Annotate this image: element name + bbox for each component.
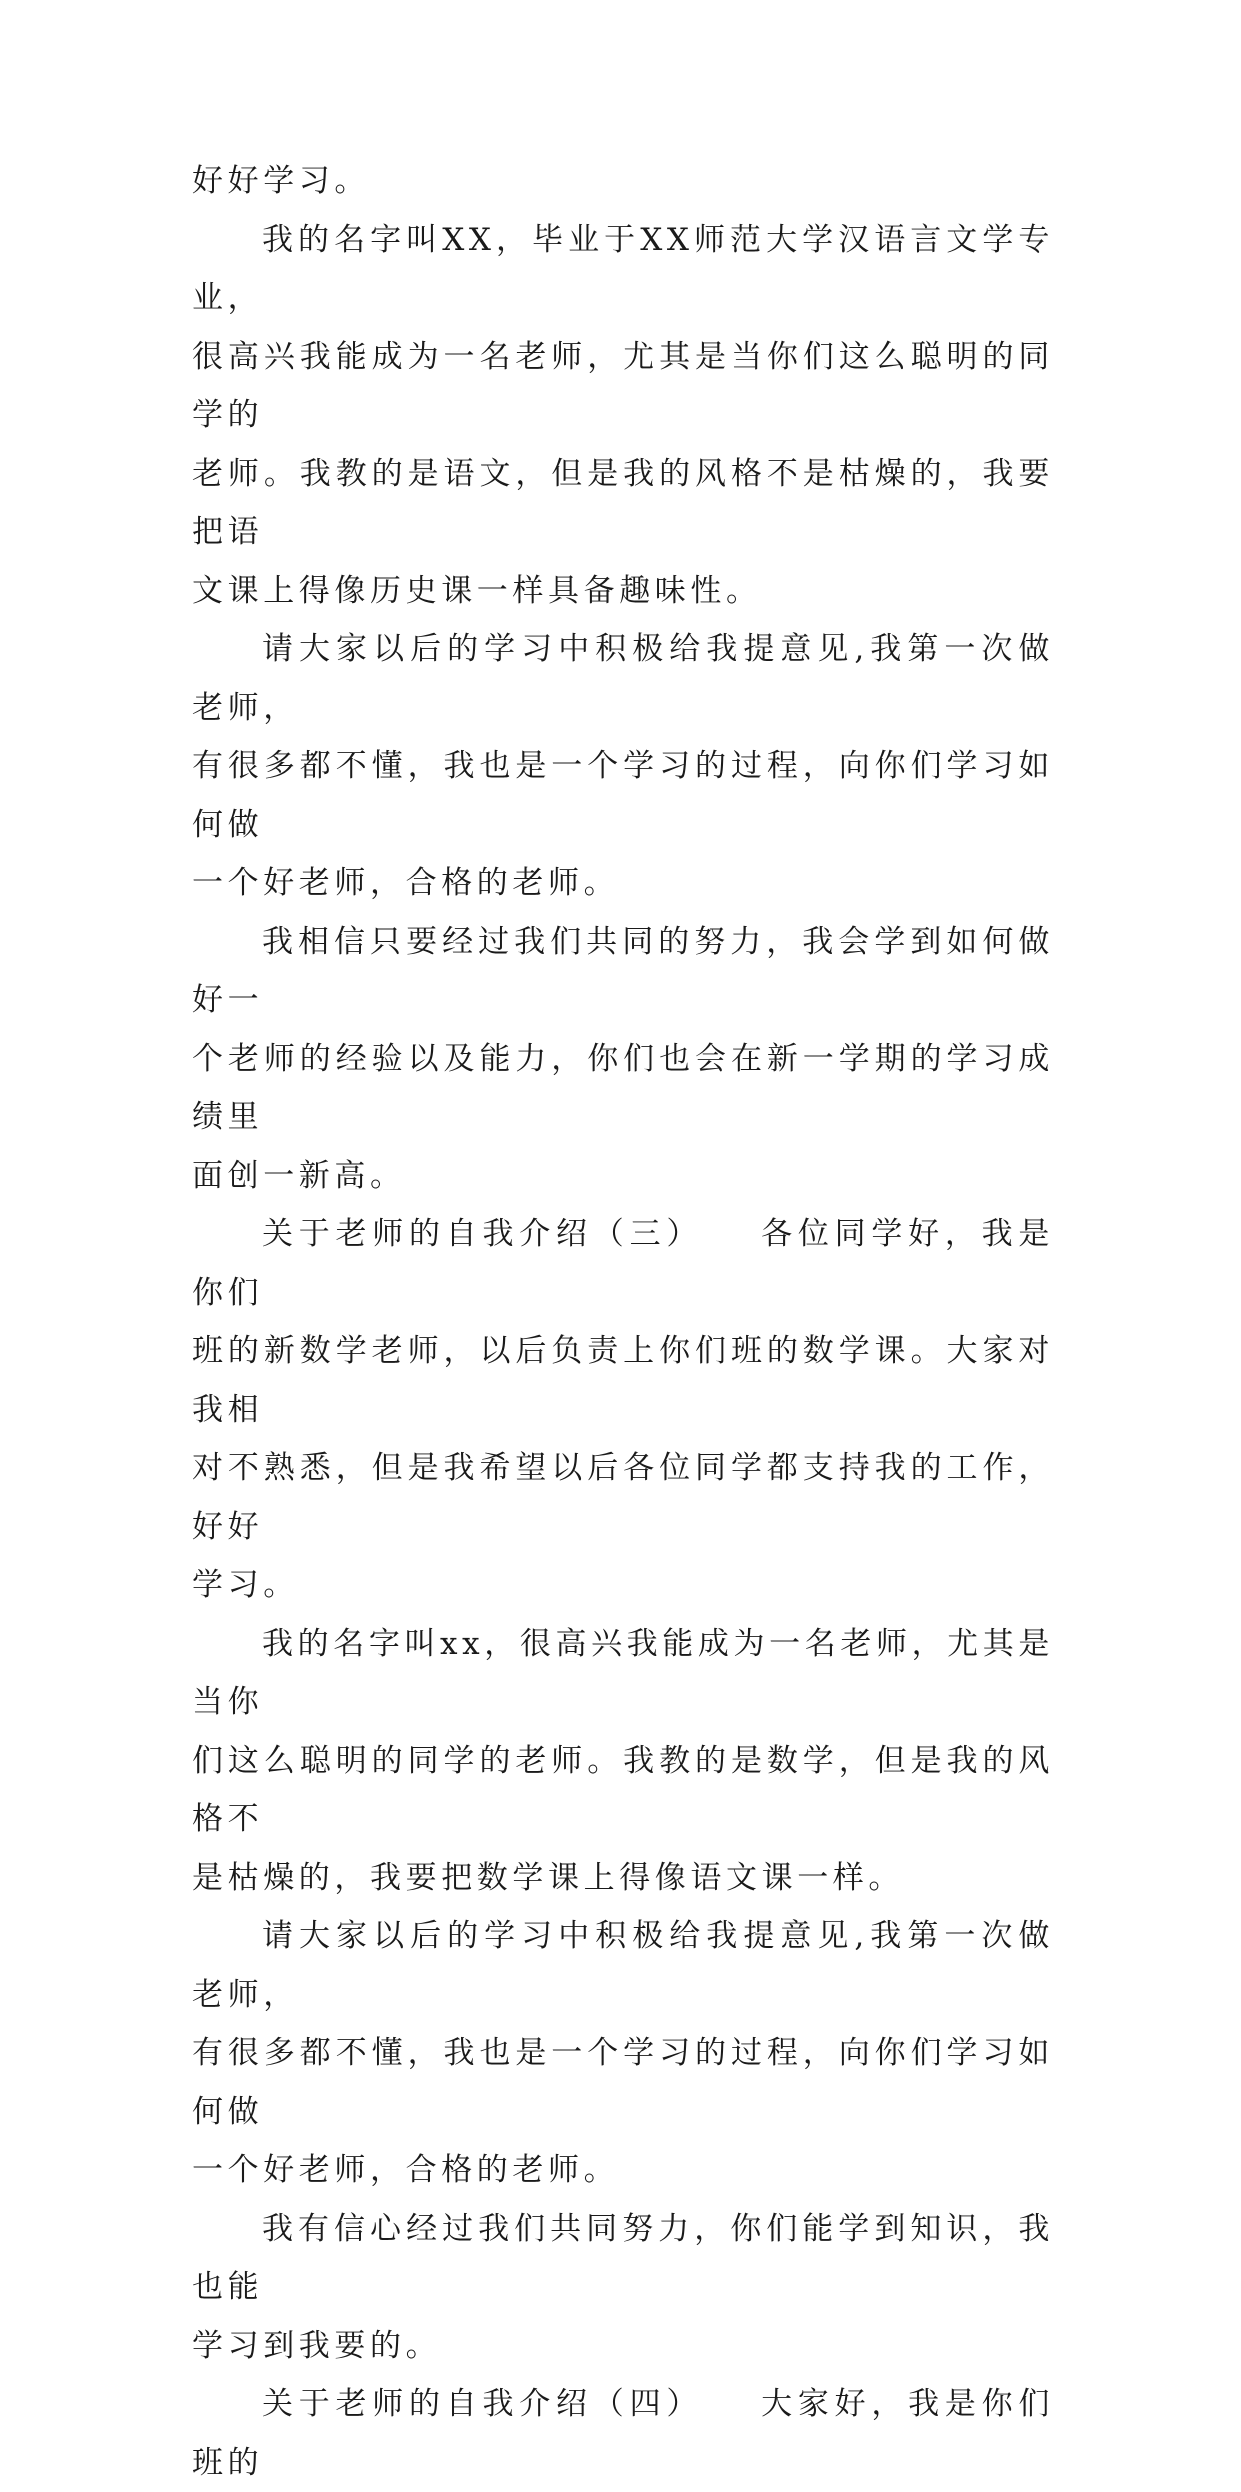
paragraph — [192, 2375, 1054, 2492]
text-line: 文课上得像历史课一样具备趣味性。 — [192, 572, 762, 609]
text-line: 有很多都不懂，我也是一个学习的过程，向你们学习如何做 — [192, 748, 1054, 843]
document-body — [192, 152, 1054, 2492]
text-line: 有很多都不懂，我也是一个学习的过程，向你们学习如何做 — [192, 2035, 1054, 2130]
paragraph — [192, 152, 1054, 211]
paragraph — [192, 620, 1054, 913]
text-line: 一个好老师，合格的老师。 — [192, 865, 620, 901]
text-line: 请大家以后的学习中积极给我提意见,我第一次做老师， — [192, 631, 1054, 726]
text-line: 对不熟悉，但是我希望以后各位同学都支持我的工作，好好 — [192, 1450, 1054, 1545]
text-line: 我的名字叫XX，毕业于XX师范大学汉语言文学专业， — [192, 221, 1054, 316]
text-line: 老师。我教的是语文，但是我的风格不是枯燥的，我要把语 — [192, 455, 1054, 550]
text-line: 学习。 — [192, 1567, 299, 1603]
text-line: 班的新数学老师，以后负责上你们班的数学课。大家对我相 — [192, 1333, 1054, 1428]
paragraph — [192, 1205, 1054, 1615]
paragraph — [192, 2200, 1054, 2376]
paragraph — [192, 913, 1054, 1206]
text-line: 请大家以后的学习中积极给我提意见,我第一次做老师， — [192, 1918, 1054, 2013]
text-line: 面创一新高。 — [192, 1157, 406, 1194]
text-line: 关于老师的自我介绍（三） 各位同学好，我是你们 — [192, 1216, 1054, 1311]
text-line: 是枯燥的，我要把数学课上得像语文课一样。 — [192, 1859, 904, 1896]
text-line: 们这么聪明的同学的老师。我教的是数学，但是我的风格不 — [192, 1742, 1054, 1837]
text-line: 我的名字叫xx，很高兴我能成为一名老师，尤其是当你 — [192, 1625, 1054, 1720]
paragraph — [192, 1907, 1054, 2200]
text-line: 我相信只要经过我们共同的努力，我会学到如何做好一 — [192, 923, 1054, 1018]
text-line: 很高兴我能成为一名老师，尤其是当你们这么聪明的同学的 — [192, 338, 1054, 433]
text-line: 我有信心经过我们共同努力，你们能学到知识，我也能 — [192, 2210, 1054, 2305]
text-line: 一个好老师，合格的老师。 — [192, 2152, 620, 2188]
text-line: 好好学习。 — [192, 163, 370, 199]
text-line: 关于老师的自我介绍（四） 大家好，我是你们班的 — [192, 2386, 1054, 2481]
paragraph — [192, 211, 1054, 621]
text-line: 学习到我要的。 — [192, 2327, 442, 2364]
paragraph — [192, 1615, 1054, 1908]
text-line: 个老师的经验以及能力，你们也会在新一学期的学习成绩里 — [192, 1040, 1054, 1135]
